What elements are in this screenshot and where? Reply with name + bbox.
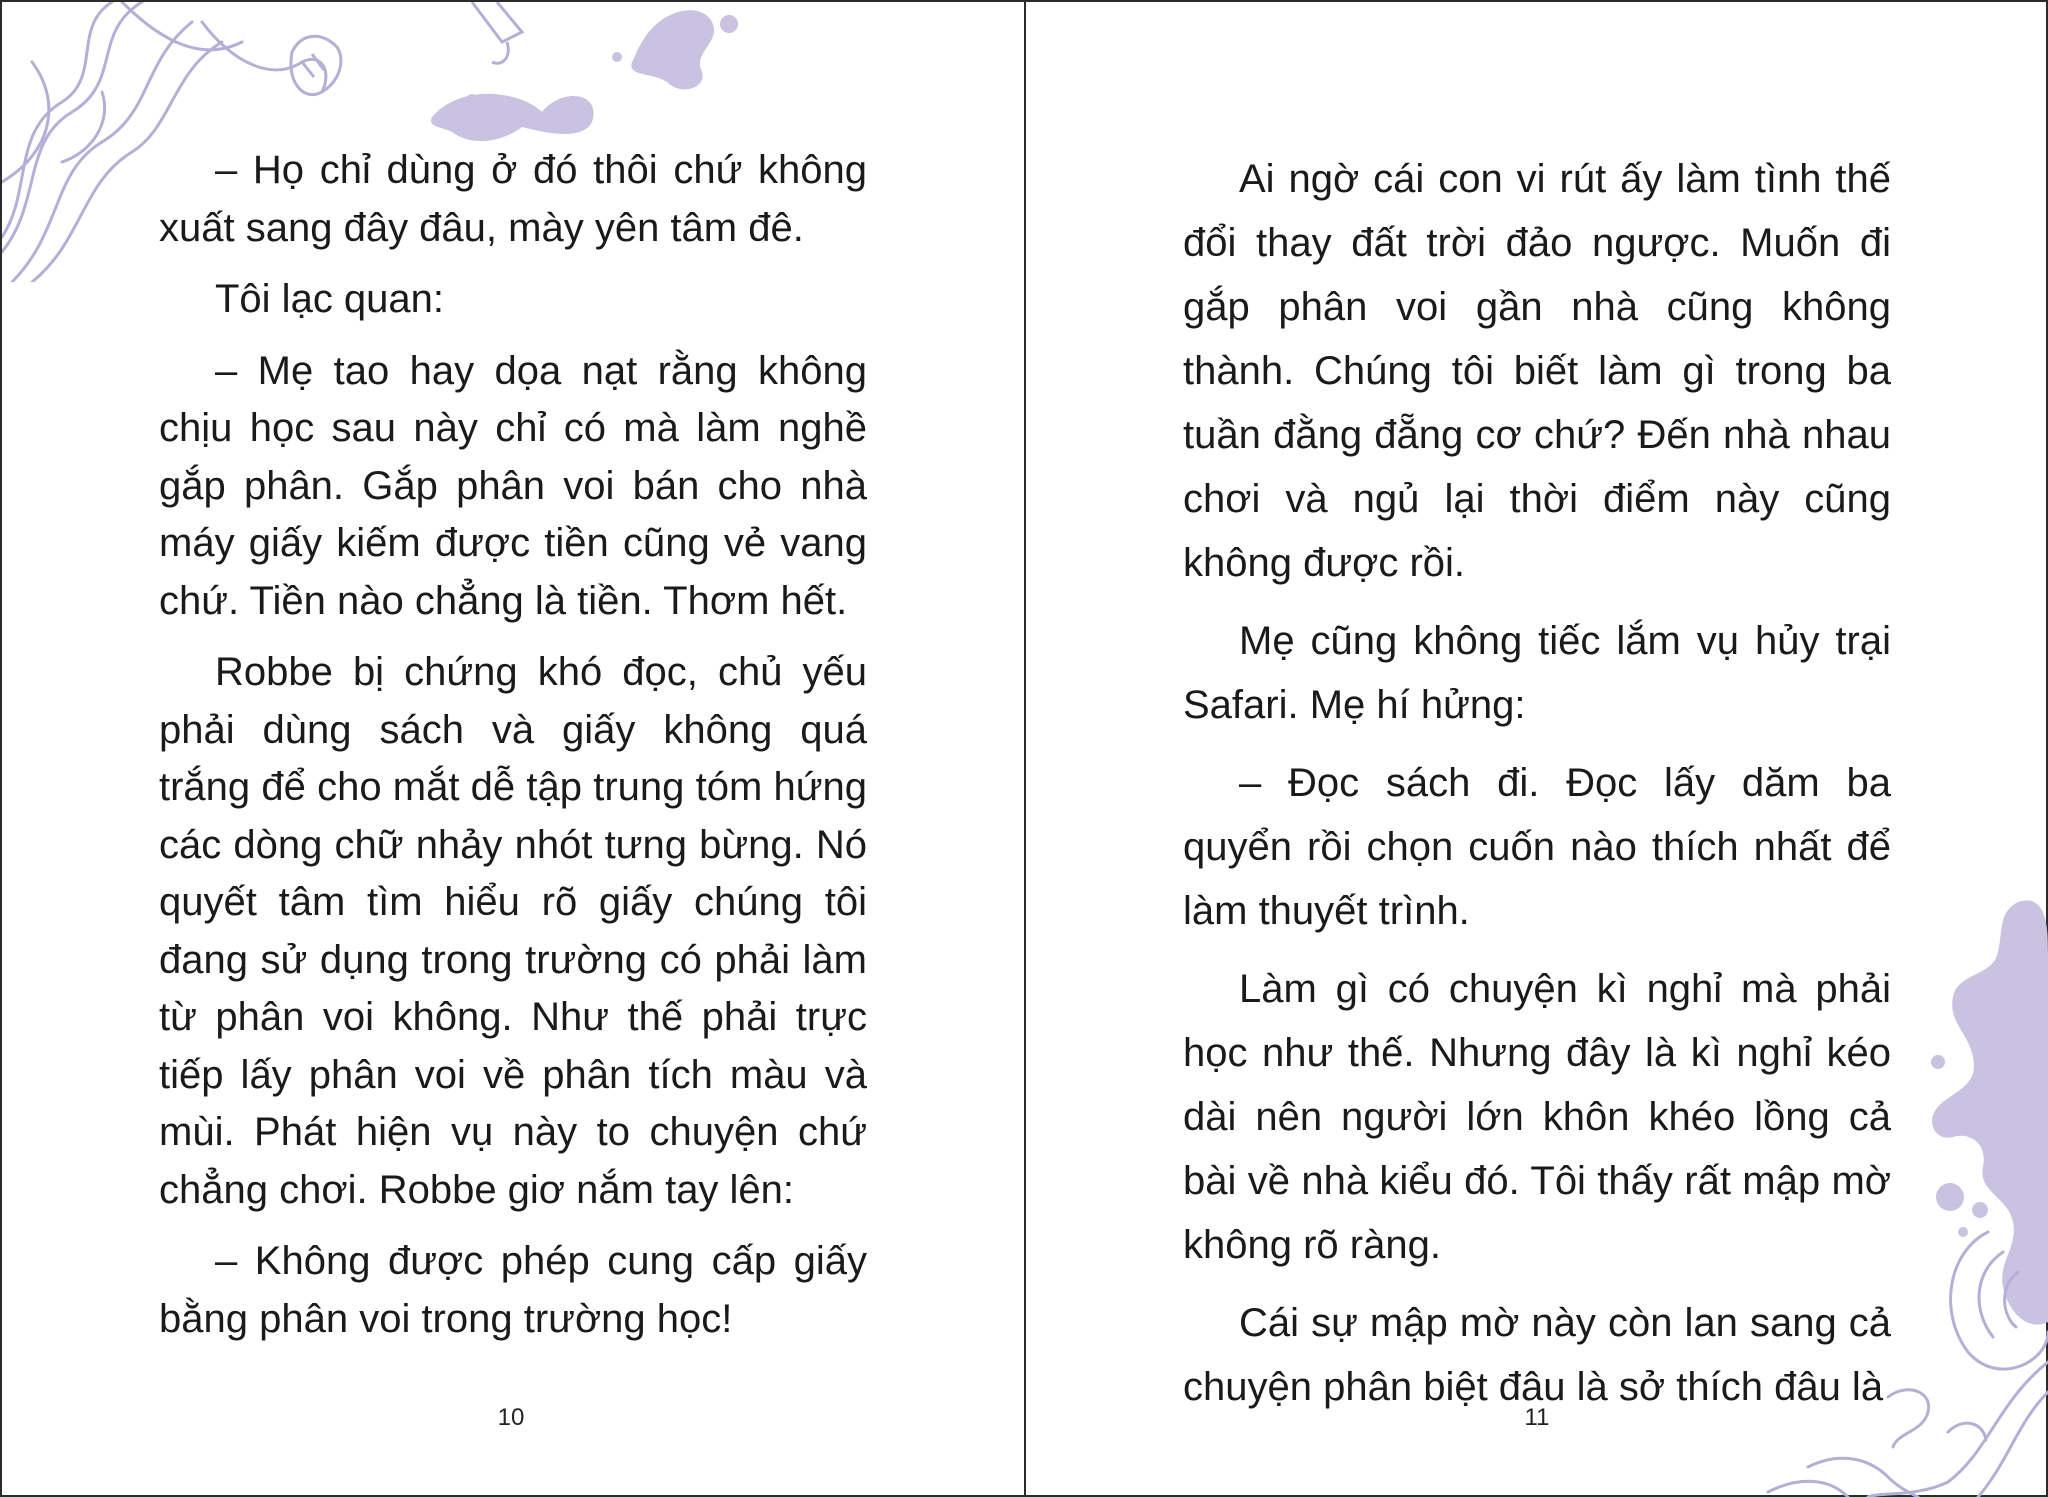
right-page — [1026, 2, 2048, 1495]
page-number — [1, 1404, 1023, 1432]
page-number-label: 10 — [497, 1404, 525, 1431]
paragraph: – Đọc sách đi. Đọc lấy dăm ba quyển rồi chọn cuốn nào thích nhất để làm thuyết trình. — [1183, 761, 1891, 933]
paragraph: – Họ chỉ dùng ở đó thôi chứ không xuất sang đây đâu, mày yên tâm đê. — [159, 148, 867, 250]
paragraph: Cái sự mập mờ này còn lan sang cả chuyện phân biệt đâu là sở thích đâu là — [1183, 1301, 1891, 1409]
paragraph: – Không được phép cung cấp giấy bằng phân voi trong trường học! — [159, 1239, 867, 1341]
paragraph: Mẹ cũng không tiếc lắm vụ hủy trại Safari. Mẹ hí hửng: — [1183, 619, 1891, 727]
left-page — [2, 2, 1024, 1495]
page-number-label: 11 — [1524, 1404, 1550, 1431]
paragraph: Làm gì có chuyện kì nghỉ mà phải học như thế. Nhưng đây là kì nghỉ kéo dài nên người lớn khôn khéo lồng cả bài về nhà kiểu đó. Tôi thấy rất mập mờ không rõ ràng. — [1183, 967, 1891, 1267]
paragraph: Robbe bị chứng khó đọc, chủ yếu phải dùng sách và giấy không quá trắng để cho mắt dễ tập trung tóm hứng các dòng chữ nhảy nhót tưng bừng. Nó quyết tâm tìm hiểu rõ giấy chúng tôi đang sử dụng trong trường có phải làm từ phân voi không. Như thế phải trực tiếp lấy phân voi về phân tích màu và mùi. Phát hiện vụ này to chuyện chứ chẳng chơi. Robbe giơ nắm tay lên: — [159, 650, 867, 1212]
page-number — [1026, 1404, 2048, 1432]
left-page-text — [159, 142, 867, 1362]
right-page-text — [1183, 147, 1891, 1433]
paragraph: Ai ngờ cái con vi rút ấy làm tình thế đổi thay đất trời đảo ngược. Muốn đi gắp phân voi gần nhà cũng không thành. Chúng tôi biết làm gì trong ba tuần đằng đẵng cơ chứ? Đến nhà nhau chơi và ngủ lại thời điểm này cũng không được rồi. — [1183, 157, 1891, 585]
paragraph: – Mẹ tao hay dọa nạt rằng không chịu học sau này chỉ có mà làm nghề gắp phân. Gắp phân voi bán cho nhà máy giấy kiếm được tiền cũng vẻ vang chứ. Tiền nào chẳng là tiền. Thơm hết. — [159, 348, 867, 623]
paragraph: Tôi lạc quan: — [215, 277, 445, 321]
